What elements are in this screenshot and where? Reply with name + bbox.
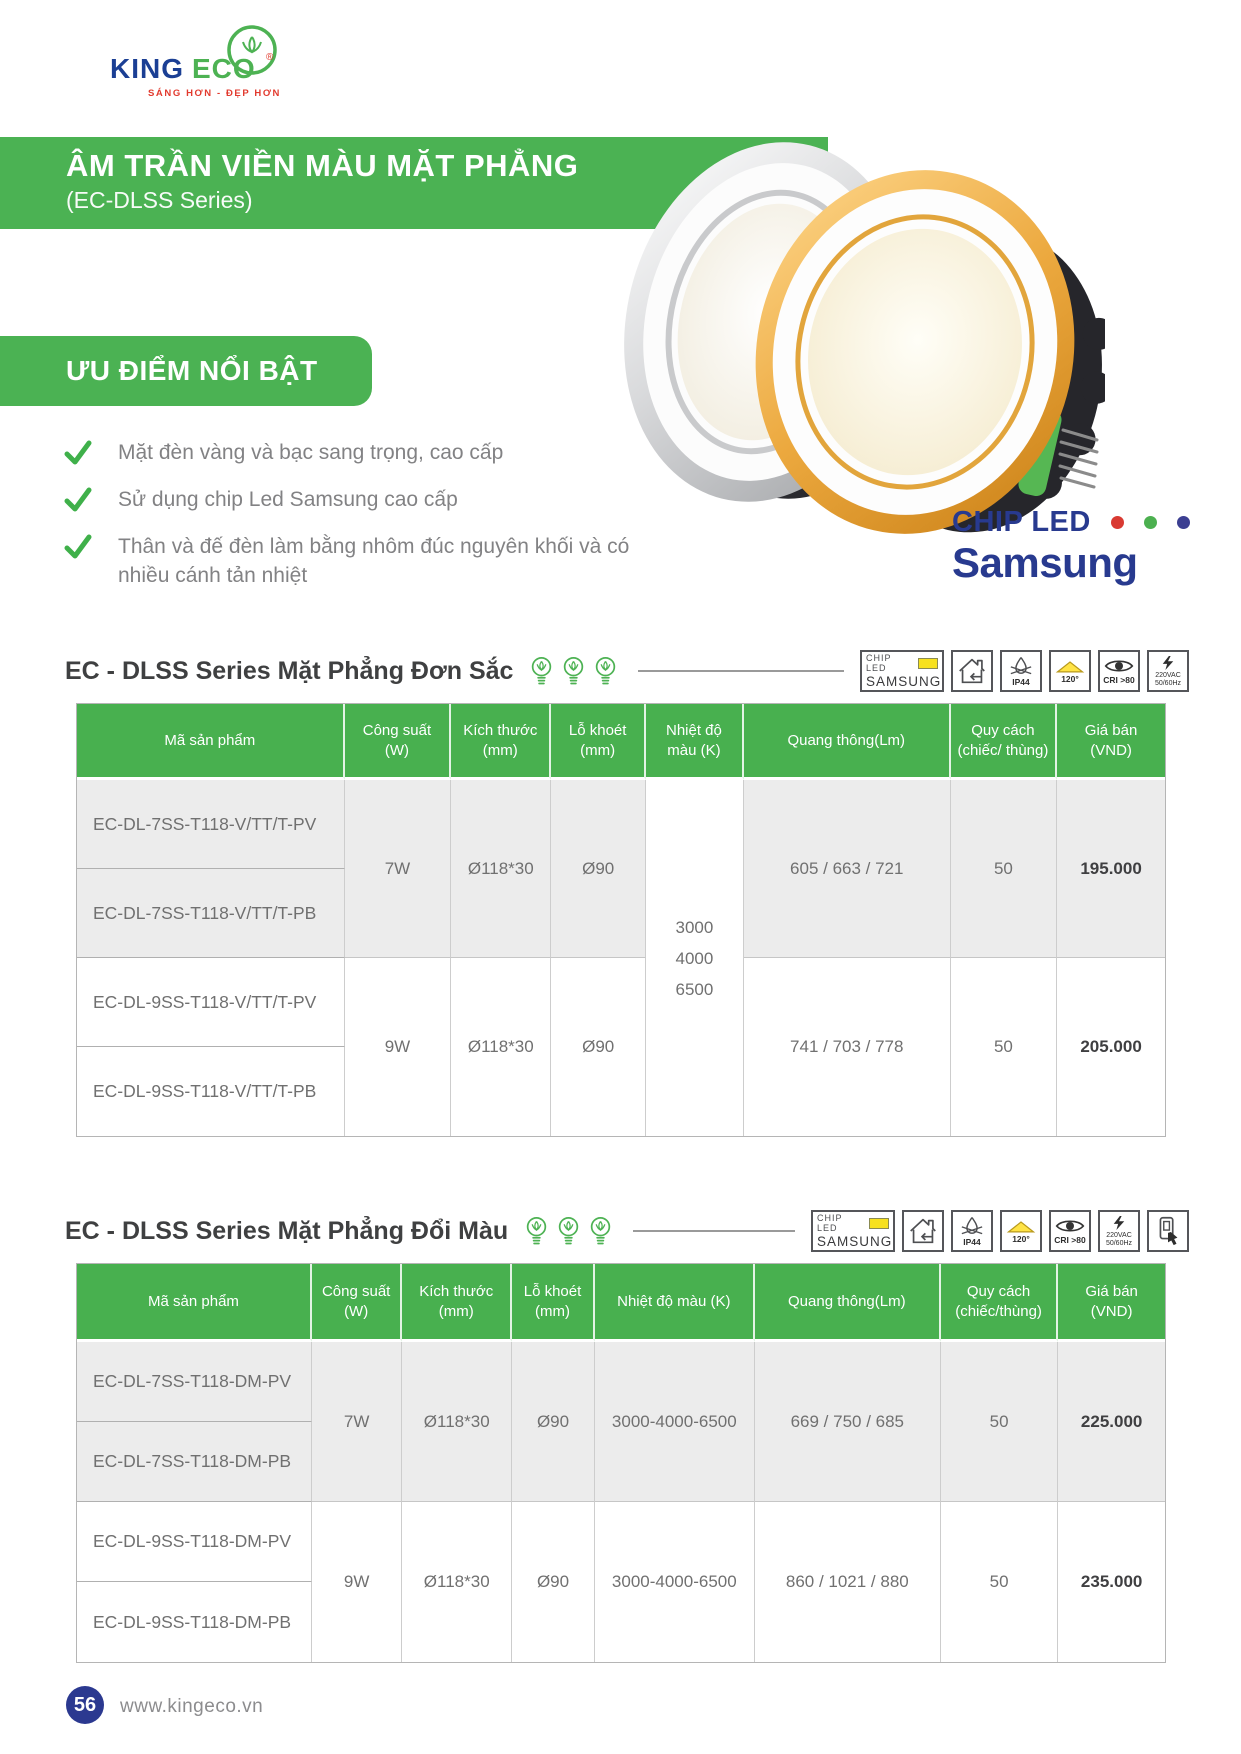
power-cell: 9W	[312, 1502, 402, 1662]
beam-angle-icon	[1000, 1210, 1042, 1252]
indoor-use-icon	[902, 1210, 944, 1252]
table-color	[76, 1263, 1166, 1663]
divider	[633, 1230, 795, 1232]
hole-cell: Ø90	[512, 1502, 595, 1662]
column-header: Giá bán (VND)	[1058, 1264, 1165, 1342]
section-header-mono	[65, 645, 1189, 697]
cri-label: CRI >80	[1054, 1235, 1086, 1246]
website-url: www.kingeco.vn	[120, 1696, 264, 1717]
column-header: Nhiệt độ màu (K)	[595, 1264, 755, 1342]
hole-cell: Ø90	[551, 780, 646, 958]
chip-led-samsung-icon	[860, 650, 944, 692]
price-cell: 235.000	[1058, 1502, 1165, 1662]
section-title: EC - DLSS Series Mặt Phẳng Đổi Màu	[65, 1216, 509, 1245]
column-header: Quy cách (chiếc/thùng)	[941, 1264, 1059, 1342]
samsung-text: SAMSUNG	[817, 1234, 893, 1249]
features-heading: ƯU ĐIỂM NỔI BẬT	[66, 355, 318, 386]
column-header: Lỗ khoét (mm)	[551, 704, 646, 780]
column-header: Mã sản phẩm	[77, 1264, 312, 1342]
beam-angle-label: 120°	[1061, 673, 1079, 684]
lumen-cell: 741 / 703 / 778	[744, 958, 951, 1136]
features-list	[64, 438, 664, 608]
column-header: Công suất (W)	[312, 1264, 402, 1342]
column-header: Công suất (W)	[345, 704, 452, 780]
checkmark-icon	[64, 533, 92, 561]
kingeco-logo	[104, 20, 344, 104]
checkmark-icon	[64, 439, 92, 467]
product-code-cell: EC-DL-9SS-T118-V/TT/T-PB	[77, 1047, 345, 1136]
bulb-icon	[556, 1215, 581, 1248]
logo-eco-text: ECO	[192, 53, 256, 84]
list-item	[64, 532, 664, 592]
column-header: Kích thước (mm)	[451, 704, 551, 780]
certification-icons	[860, 650, 1189, 692]
column-header: Nhiệt độ màu (K)	[646, 704, 744, 780]
product-code-cell: EC-DL-7SS-T118-V/TT/T-PV	[77, 780, 345, 869]
led-chip-rect-icon	[869, 1218, 889, 1229]
list-item	[64, 485, 664, 515]
blue-dot-icon	[1177, 516, 1190, 529]
beam-angle-icon	[1049, 650, 1091, 692]
logo-tagline: SÁNG HƠN - ĐẸP HƠN	[148, 88, 281, 99]
price-cell: 195.000	[1057, 780, 1165, 958]
column-header: Lỗ khoét (mm)	[512, 1264, 595, 1342]
lumen-cell: 669 / 750 / 685	[755, 1342, 941, 1502]
feature-text: Sử dụng chip Led Samsung cao cấp	[118, 487, 458, 511]
lumen-cell: 860 / 1021 / 880	[755, 1502, 941, 1662]
page-title: ÂM TRẦN VIỀN MÀU MẶT PHẲNG	[66, 148, 579, 183]
ip44-label: IP44	[1012, 677, 1030, 688]
cri-icon	[1049, 1210, 1091, 1252]
cri-label: CRI >80	[1103, 675, 1135, 686]
column-header: Giá bán (VND)	[1057, 704, 1165, 780]
chip-led-text: CHIP LED	[817, 1213, 843, 1233]
power-cell: 9W	[345, 958, 452, 1136]
bulb-icon	[524, 1215, 549, 1248]
chip-led-label: CHIP LED	[952, 506, 1091, 538]
ip44-label: IP44	[963, 1237, 981, 1248]
chip-led-text: CHIP LED	[866, 653, 892, 673]
pack-cell: 50	[951, 780, 1058, 958]
divider	[638, 670, 844, 672]
pack-cell: 50	[941, 1502, 1059, 1662]
bulb-icon	[588, 1215, 613, 1248]
checkmark-icon	[64, 486, 92, 514]
feature-text: Mặt đèn vàng và bạc sang trọng, cao cấp	[118, 441, 504, 464]
voltage-label: 220VAC	[1155, 672, 1181, 679]
column-header: Quy cách (chiếc/ thùng)	[951, 704, 1058, 780]
table-mono	[76, 703, 1166, 1137]
column-header: Quang thông(Lm)	[744, 704, 951, 780]
color-temp-cell: 3000-4000-6500	[595, 1502, 755, 1662]
product-code-cell: EC-DL-9SS-T118-V/TT/T-PV	[77, 958, 345, 1047]
size-cell: Ø118*30	[402, 1342, 512, 1502]
bulb-icon	[593, 655, 618, 688]
pack-cell: 50	[941, 1342, 1059, 1502]
product-image	[602, 108, 1105, 542]
beam-angle-label: 120°	[1012, 1233, 1030, 1244]
chip-led-samsung-icon	[811, 1210, 895, 1252]
price-cell: 205.000	[1057, 958, 1165, 1136]
cri-icon	[1098, 650, 1140, 692]
frequency-label: 50/60Hz	[1154, 680, 1182, 687]
features-heading-badge	[0, 336, 372, 406]
power-cell: 7W	[345, 780, 452, 958]
green-dot-icon	[1144, 516, 1157, 529]
color-temp-value: 3000	[675, 917, 714, 937]
touch-switch-icon	[1147, 1210, 1189, 1252]
hole-cell: Ø90	[551, 958, 646, 1136]
samsung-brand: Samsung	[952, 539, 1138, 586]
product-code-cell: EC-DL-9SS-T118-DM-PB	[77, 1582, 312, 1662]
color-temp-value: 4000	[675, 948, 714, 968]
color-temp-cell	[646, 780, 744, 1136]
product-code-cell: EC-DL-7SS-T118-DM-PV	[77, 1342, 312, 1422]
hole-cell: Ø90	[512, 1342, 595, 1502]
page-number: 56	[73, 1693, 97, 1716]
column-header: Mã sản phẩm	[77, 704, 345, 780]
section-header-color	[65, 1205, 1189, 1257]
samsung-text: SAMSUNG	[866, 674, 942, 689]
led-chip-rect-icon	[918, 658, 938, 669]
chip-led-branding	[952, 506, 1192, 587]
certification-icons	[811, 1210, 1189, 1252]
feature-text: Thân và đế đèn làm bằng nhôm đúc nguyên khối và có nhiều cánh tản nhiệt	[118, 534, 630, 588]
page-subtitle: (EC-DLSS Series)	[66, 187, 253, 213]
product-code-cell: EC-DL-7SS-T118-V/TT/T-PB	[77, 869, 345, 958]
pack-cell: 50	[951, 958, 1058, 1136]
red-dot-icon	[1111, 516, 1124, 529]
color-temp-cell: 3000-4000-6500	[595, 1342, 755, 1502]
logo-registered-mark: ®	[266, 52, 274, 63]
voltage-icon	[1098, 1210, 1140, 1252]
indoor-use-icon	[951, 650, 993, 692]
size-cell: Ø118*30	[451, 780, 551, 958]
frequency-label: 50/60Hz	[1105, 1240, 1133, 1247]
column-header: Kích thước (mm)	[402, 1264, 512, 1342]
price-cell: 225.000	[1058, 1342, 1165, 1502]
page-number-badge	[66, 1686, 104, 1724]
voltage-label: 220VAC	[1106, 1232, 1132, 1239]
bulb-icon	[561, 655, 586, 688]
product-code-cell: EC-DL-9SS-T118-DM-PV	[77, 1502, 312, 1582]
ip44-icon	[1000, 650, 1042, 692]
list-item	[64, 438, 664, 468]
logo-king-text: KING	[110, 53, 184, 84]
section-title: EC - DLSS Series Mặt Phẳng Đơn Sắc	[65, 656, 514, 685]
product-code-cell: EC-DL-7SS-T118-DM-PB	[77, 1422, 312, 1502]
power-cell: 7W	[312, 1342, 402, 1502]
voltage-icon	[1147, 650, 1189, 692]
lumen-cell: 605 / 663 / 721	[744, 780, 951, 958]
size-cell: Ø118*30	[451, 958, 551, 1136]
color-temp-value: 6500	[675, 979, 714, 999]
ip44-icon	[951, 1210, 993, 1252]
column-header: Quang thông(Lm)	[755, 1264, 941, 1342]
size-cell: Ø118*30	[402, 1502, 512, 1662]
bulb-icon	[529, 655, 554, 688]
